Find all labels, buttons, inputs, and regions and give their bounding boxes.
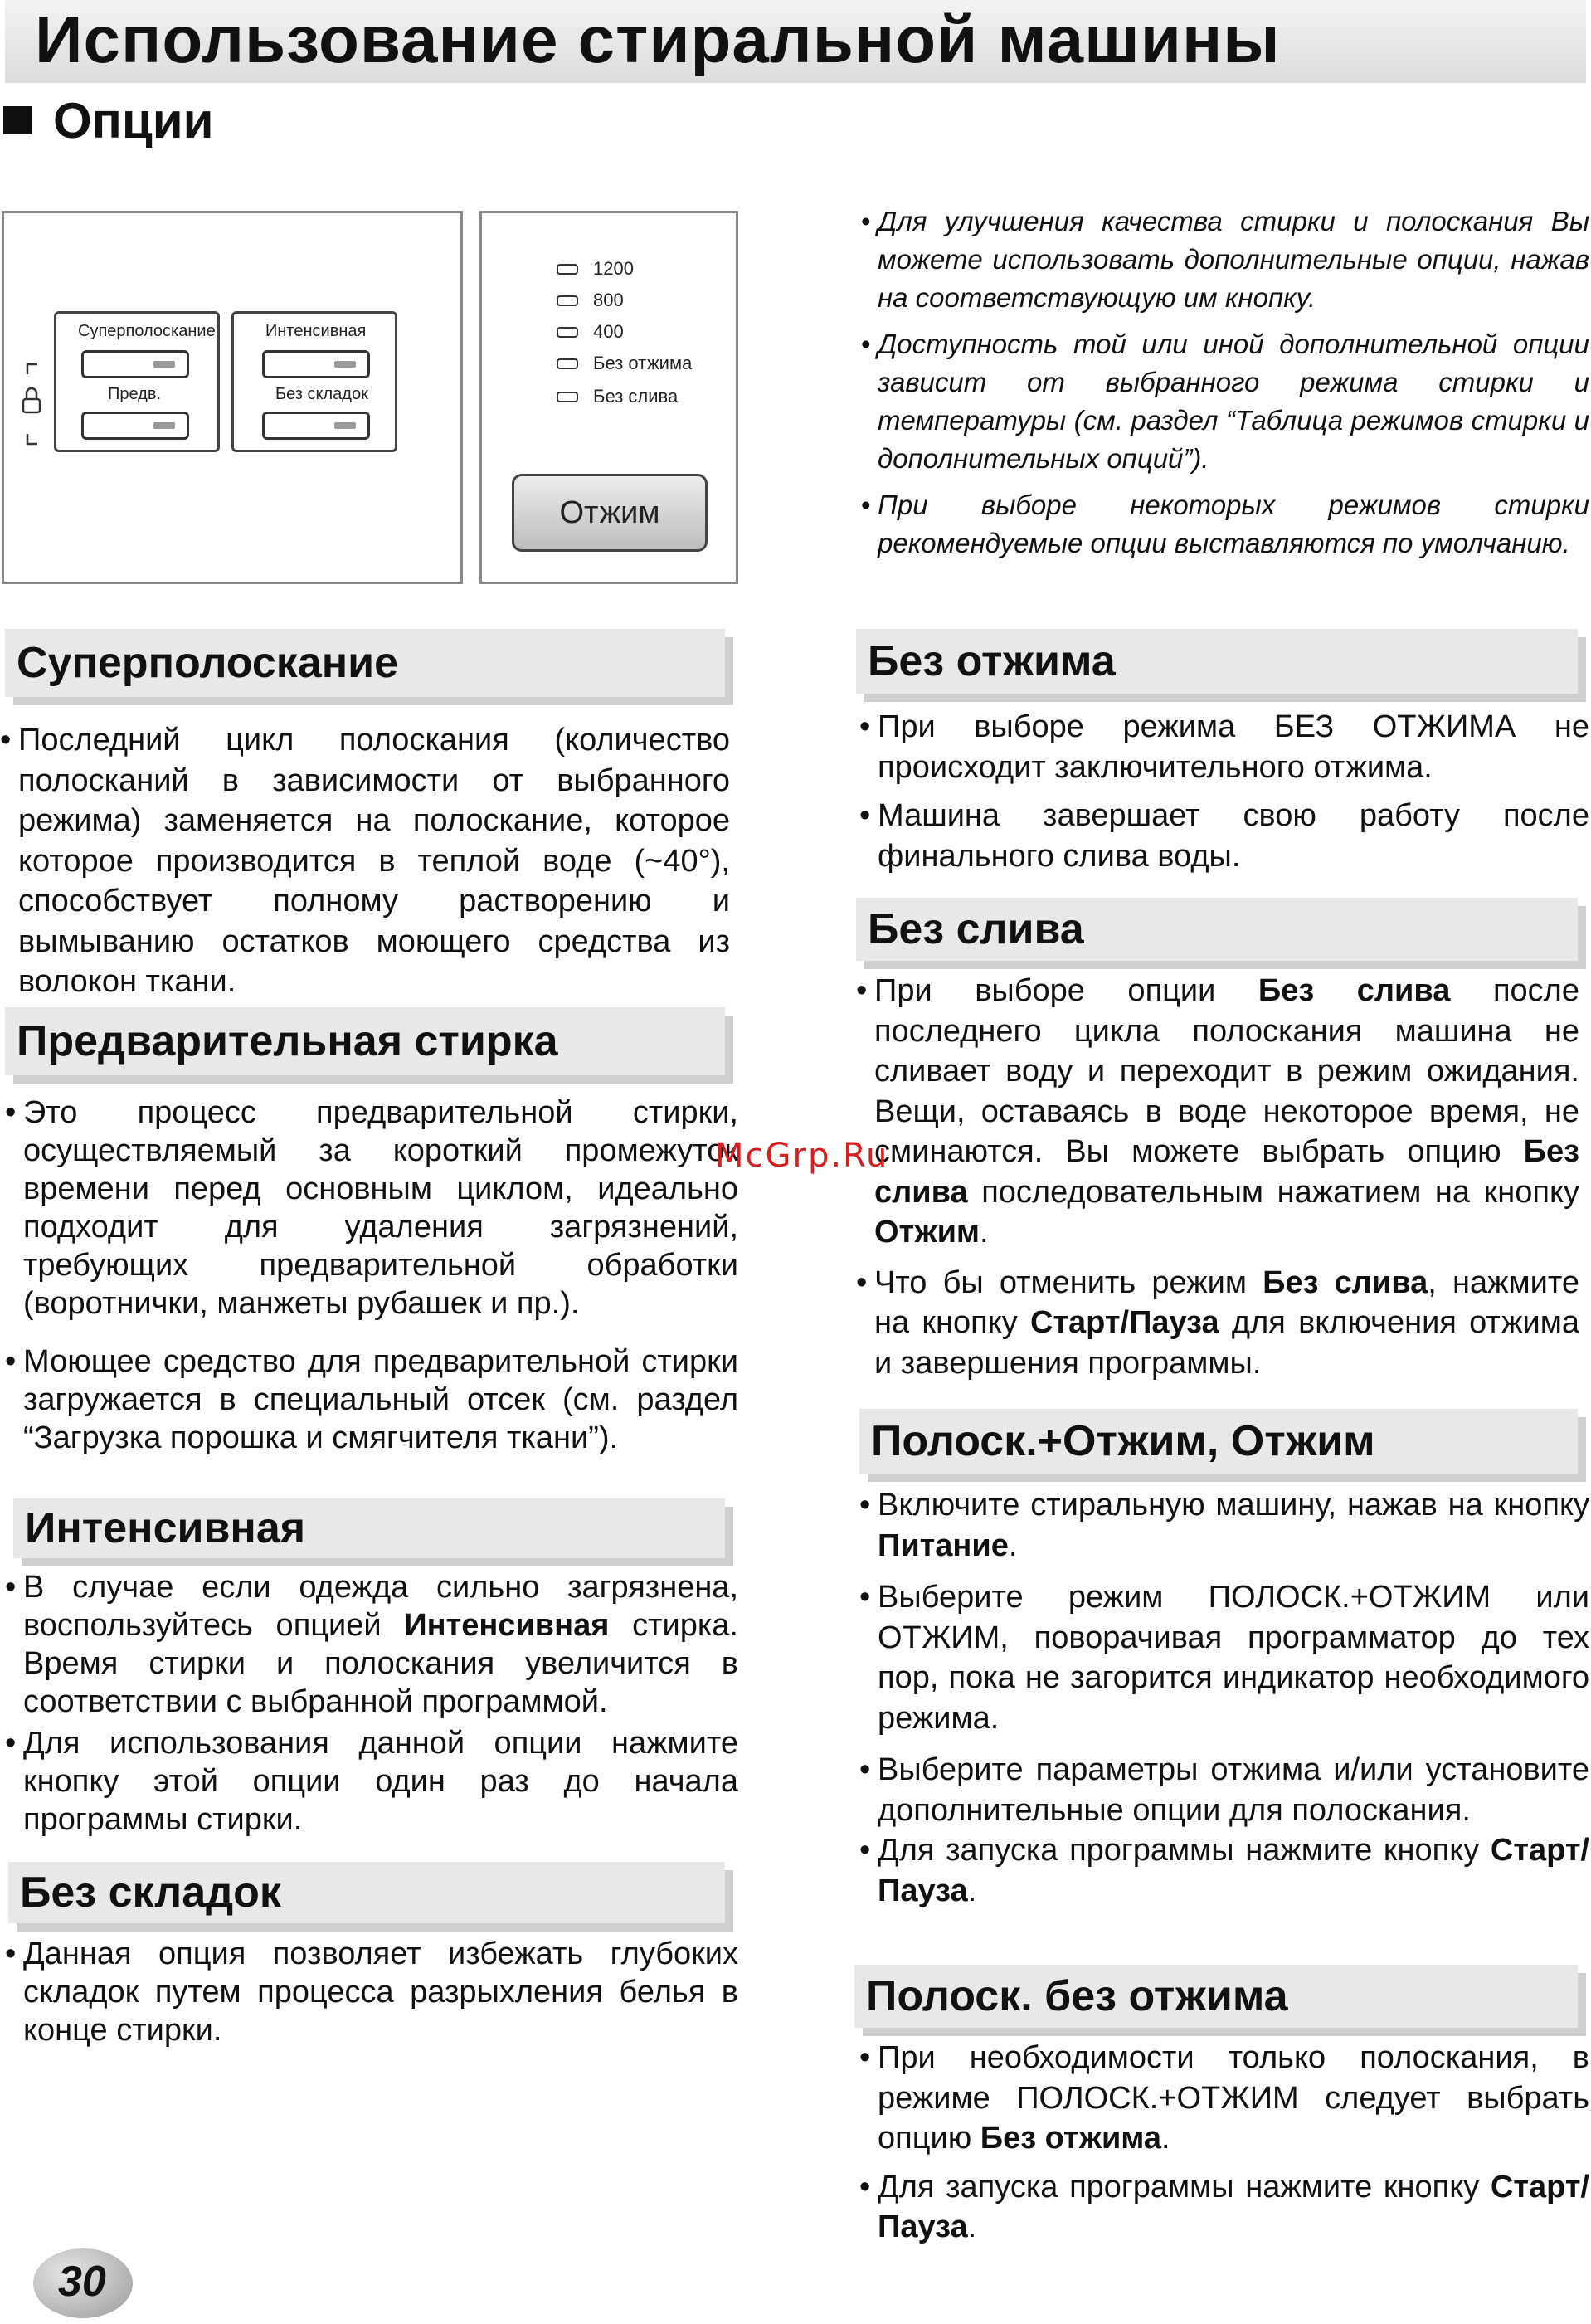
text-run: Включите стиральную машину, нажав на кнопку — [878, 1488, 1589, 1523]
section-body-no-spin — [859, 707, 1589, 876]
intro-note: • Доступность той или иной дополнительной опции зависит от выбранного режима стирки и температуры (см. раздел “Таблица режимов стирки и дополнительных опций”). — [859, 325, 1589, 478]
bullet-paragraph: • Выберите параметры отжима и/или установите дополнительные опции для полоскания. — [859, 1750, 1589, 1830]
options-heading-text: Опции — [53, 92, 214, 149]
text-run: для включения отжима и завершения программы. — [874, 1305, 1580, 1381]
section-title: Полоск.+Отжим, Отжим — [871, 1417, 1375, 1465]
section-body-rinse-spin — [859, 1485, 1589, 1911]
section-title: Интенсивная — [25, 1504, 306, 1552]
intensive-button[interactable] — [262, 350, 370, 378]
section-header-prewash — [5, 1007, 725, 1075]
text-run: При необходимости только полоскания, в режиме ПОЛОСК.+ОТЖИМ следует выбрать опцию — [878, 2040, 1589, 2156]
no-crease-button[interactable] — [262, 412, 370, 440]
spin-level-label: 400 — [593, 321, 624, 342]
section-header-no-crease — [8, 1862, 725, 1923]
spin-level-no-spin — [557, 353, 692, 374]
spin-panel — [479, 211, 738, 584]
text-run: Что бы отменить режим — [874, 1264, 1263, 1300]
page-number-badge — [33, 2248, 133, 2318]
text-run-bold: Старт/Пауза — [1030, 1305, 1219, 1340]
section-body-superrinse — [0, 720, 730, 1002]
page-title: Использование стиральной машины — [35, 2, 1281, 76]
bullet-paragraph: • При выборе режима БЕЗ ОТЖИМА не происходит заключительного отжима. — [859, 707, 1589, 787]
section-title: Без слива — [868, 905, 1084, 953]
text-run: При выборе опции — [874, 973, 1258, 1008]
text-run: . — [967, 1873, 977, 1908]
spin-level-label: Без слива — [593, 386, 679, 407]
spin-level-label: 800 — [593, 290, 624, 310]
section-body-intensive — [5, 1568, 738, 1839]
section-title: Полоск. без отжима — [866, 1972, 1288, 2020]
bullet-paragraph — [856, 1263, 1579, 1384]
text-run-bold: Отжим — [874, 1215, 980, 1250]
intro-note: • При выборе некоторых режимов стирки рекомендуемые опции выставляются по умолчанию. — [859, 486, 1589, 563]
intensive-label: Интенсивная — [265, 322, 367, 340]
bullet-paragraph — [5, 1568, 738, 1721]
text-run-bold: Без слива — [874, 1134, 1579, 1210]
options-heading — [3, 91, 214, 149]
text-run: . — [1161, 2121, 1170, 2156]
bullet-paragraph: • Для использования данной опции нажмите кнопку этой опции один раз до начала программы стирки. — [5, 1724, 738, 1839]
text-run: последовательным нажатием на кнопку — [967, 1174, 1579, 1210]
text-run-bold: Без слива — [1263, 1264, 1428, 1300]
section-body-prewash — [5, 1094, 738, 1457]
section-title: Без складок — [20, 1868, 281, 1917]
led-indicator — [557, 392, 578, 402]
superrinse-label: Суперполоскание — [78, 322, 216, 340]
section-body-no-drain — [856, 971, 1579, 1383]
prewash-button[interactable] — [81, 412, 189, 440]
bullet-paragraph — [859, 2167, 1589, 2248]
spin-level-400 — [557, 321, 624, 343]
spin-level-label: 1200 — [593, 258, 634, 279]
button-group-intensive-nocrease — [231, 311, 397, 452]
text-run-bold: Без слива — [1258, 973, 1451, 1008]
section-title: Без отжима — [868, 637, 1116, 685]
bullet-paragraph: • Это процесс предварительной стирки, осуществляемый за короткий промежуток времени перед основным циклом, идеально подходит для удаления загрязнений, требующих предварительной обработки (воротнички, манжеты рубашек и пр.). — [5, 1094, 738, 1323]
led-indicator — [557, 295, 578, 306]
text-run-bold: Интенсивная — [404, 1608, 610, 1643]
button-group-superrinse-prewash — [54, 311, 220, 452]
text-run-bold: Старт/Пауза — [878, 1833, 1589, 1908]
spin-button[interactable]: Отжим — [512, 474, 708, 552]
bullet-paragraph — [859, 1485, 1589, 1566]
section-header-intensive — [13, 1498, 725, 1558]
text-run-bold: Питание — [878, 1527, 1009, 1563]
bullet-paragraph: • Моющее средство для предварительной стирки загружается в специальный отсек (см. раздел “Загрузка порошка и смягчителя ткани”). — [5, 1342, 738, 1457]
section-title: Суперполоскание — [17, 639, 399, 687]
section-header-no-spin — [856, 629, 1578, 694]
text-run-bold: Старт/Пауза — [878, 2169, 1589, 2244]
section-title: Предварительная стирка — [17, 1017, 558, 1065]
led-indicator — [557, 264, 578, 275]
text-run: , нажмите на кнопку — [874, 1264, 1579, 1340]
no-crease-label: Без складок — [275, 385, 368, 403]
bullet-paragraph: • Последний цикл полоскания (количество полосканий в зависимости от выбранного режима) заменяется на полоскание, которое которое производится в теплой воде (~40°), способствует полному растворению и вымыванию остатков моющего средства из волокон ткани. — [0, 720, 730, 1002]
bullet-paragraph: • Машина завершает свою работу после финального слива воды. — [859, 796, 1589, 876]
option-buttons-panel — [2, 211, 463, 584]
led-indicator — [557, 327, 578, 338]
intro-notes — [859, 202, 1589, 571]
superrinse-button[interactable] — [81, 350, 189, 378]
spin-level-800 — [557, 290, 624, 311]
text-run: стирка. Время стирки и полоскания увеличится в соответствии с выбранной программой. — [23, 1608, 738, 1719]
intro-note: • Для улучшения качества стирки и полоскания Вы можете использовать дополнительные опции, нажав на соответствующую им кнопку. — [859, 202, 1589, 317]
bullet-paragraph — [859, 2038, 1589, 2159]
bullet-paragraph — [859, 1830, 1589, 1911]
bullet-paragraph — [856, 971, 1579, 1253]
text-run: после последнего цикла полоскания машина не сливает воду и переходит в режим ожидания. Вещи, оставаясь в воде некоторое время, не сминаются. Вы можете выбрать опцию — [874, 973, 1579, 1169]
section-header-rinse-spin — [859, 1409, 1578, 1474]
section-body-no-crease — [5, 1935, 738, 2049]
text-run: Для запуска программы нажмите кнопку — [878, 1833, 1491, 1868]
text-run: . — [1008, 1527, 1018, 1563]
bullet-paragraph: • Данная опция позволяет избежать глубоких складок путем процесса разрыхления белья в конце стирки. — [5, 1935, 738, 2049]
text-run-bold: Без отжима — [980, 2121, 1162, 2156]
square-bullet-icon — [3, 106, 32, 134]
title-bar — [5, 0, 1586, 83]
page-number: 30 — [58, 2258, 106, 2306]
bullet-paragraph: • Выберите режим ПОЛОСК.+ОТЖИМ или ОТЖИМ, поворачивая программатор до тех пор, пока не загорится индикатор необходимого режима. — [859, 1577, 1589, 1738]
section-header-no-drain — [856, 898, 1578, 961]
spin-level-label: Без отжима — [593, 353, 693, 373]
watermark: McGrp.Ru — [715, 1137, 889, 1175]
led-indicator — [557, 358, 578, 369]
text-run: . — [967, 2210, 977, 2244]
text-run: В случае если одежда сильно загрязнена, воспользуйтесь опцией — [23, 1570, 738, 1643]
child-lock-icon — [19, 363, 44, 446]
spin-level-1200 — [557, 258, 634, 280]
spin-level-no-drain — [557, 386, 678, 407]
text-run: Для запуска программы нажмите кнопку — [878, 2169, 1491, 2205]
section-header-rinse-nospin — [854, 1965, 1578, 2028]
section-header-superrinse — [5, 629, 725, 697]
prewash-label: Предв. — [108, 385, 162, 403]
text-run: . — [980, 1215, 989, 1250]
section-body-rinse-nospin — [859, 2038, 1589, 2248]
